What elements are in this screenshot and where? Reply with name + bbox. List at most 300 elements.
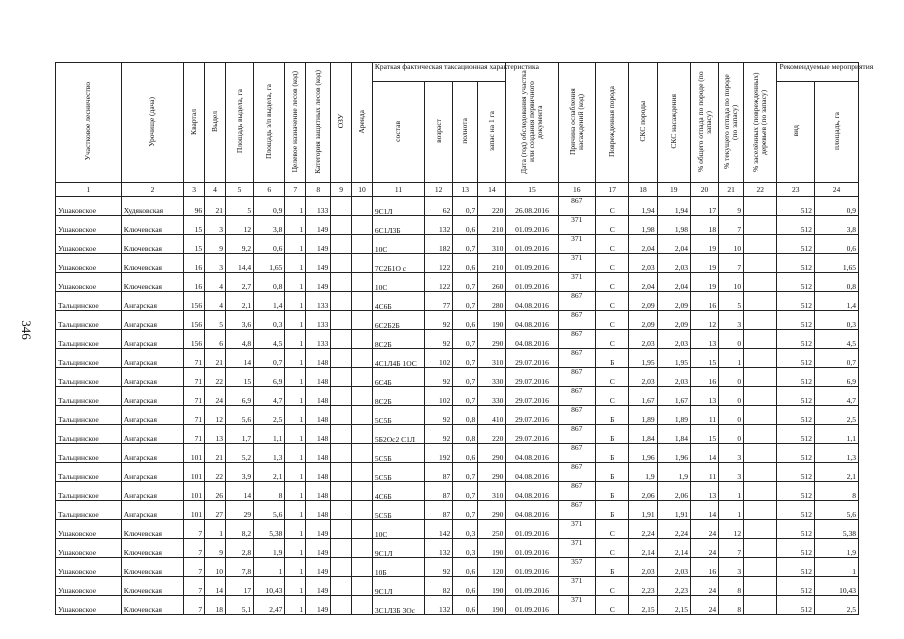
cell-prich: 357	[558, 558, 596, 577]
cell-ob: 19	[690, 235, 718, 254]
cell-ur: Ангарская	[121, 349, 184, 368]
cell-ozu	[331, 596, 352, 615]
cell-les: Ушаковское	[56, 273, 122, 292]
cell-sksn: 2,04	[657, 235, 690, 254]
cell-plm: 4,5	[815, 330, 859, 349]
cell-kat: 149	[306, 216, 331, 235]
cell-vd: 4	[205, 292, 226, 311]
cell-les: Тальцинское	[56, 387, 122, 406]
cell-zas	[744, 463, 777, 482]
cell-prich: 867	[558, 292, 596, 311]
cell-sksp: 1,67	[629, 387, 657, 406]
cell-plm: 3,8	[815, 216, 859, 235]
cell-plm: 1,1	[815, 425, 859, 444]
cell-plz: 1,1	[254, 425, 285, 444]
cell-ur: Ключевская	[121, 254, 184, 273]
cell-sost: 6С2Б2Б	[372, 311, 424, 330]
cell-pl: 3,6	[225, 311, 253, 330]
cell-vd: 18	[205, 596, 226, 615]
column-number: 4	[205, 183, 226, 197]
cell-vd: 24	[205, 387, 226, 406]
cell-kv: 71	[184, 368, 205, 387]
cell-tek: 0	[719, 406, 744, 425]
table-row	[56, 520, 859, 539]
cell-ar	[352, 216, 373, 235]
cell-kv: 96	[184, 197, 205, 216]
cell-por: Б	[596, 463, 629, 482]
column-number: 1	[56, 183, 122, 197]
cell-voz: 192	[425, 444, 453, 463]
cell-sksp: 2,03	[629, 254, 657, 273]
cell-vid: 512	[777, 539, 815, 558]
cell-prich: 371	[558, 273, 596, 292]
cell-les: Тальцинское	[56, 463, 122, 482]
cell-plm: 4,7	[815, 387, 859, 406]
cell-por: С	[596, 216, 629, 235]
cell-voz: 92	[425, 425, 453, 444]
cell-sksn: 2,09	[657, 292, 690, 311]
cell-plz: 1,4	[254, 292, 285, 311]
cell-sksn: 1,98	[657, 216, 690, 235]
header-tekushiy-otpad: % текущего отпада по породе (по запасу)	[719, 63, 744, 183]
cell-kv: 7	[184, 520, 205, 539]
cell-tek: 8	[719, 596, 744, 615]
cell-plz: 0,9	[254, 197, 285, 216]
cell-plm: 5,6	[815, 501, 859, 520]
cell-zap: 190	[478, 539, 506, 558]
cell-zas	[744, 387, 777, 406]
cell-kv: 15	[184, 216, 205, 235]
cell-zap: 210	[478, 254, 506, 273]
cell-ur: Худяковская	[121, 197, 184, 216]
cell-kv: 71	[184, 349, 205, 368]
cell-pl: 5,1	[225, 596, 253, 615]
cell-pl: 15	[225, 368, 253, 387]
cell-kv: 15	[184, 235, 205, 254]
table-row	[56, 577, 859, 596]
table-row	[56, 292, 859, 311]
cell-por: С	[596, 235, 629, 254]
cell-les: Ушаковское	[56, 254, 122, 273]
cell-ozu	[331, 406, 352, 425]
cell-voz: 77	[425, 292, 453, 311]
cell-ob: 19	[690, 273, 718, 292]
cell-ozu	[331, 387, 352, 406]
column-number: 20	[690, 183, 718, 197]
cell-sost: 10Б	[372, 558, 424, 577]
cell-kat: 149	[306, 577, 331, 596]
cell-cel: 1	[285, 425, 306, 444]
cell-plm: 0,3	[815, 311, 859, 330]
cell-pol: 0,7	[453, 197, 478, 216]
cell-ur: Ангарская	[121, 387, 184, 406]
cell-zas	[744, 520, 777, 539]
cell-zas	[744, 216, 777, 235]
cell-plz: 2,1	[254, 463, 285, 482]
cell-les: Тальцинское	[56, 349, 122, 368]
cell-voz: 62	[425, 197, 453, 216]
cell-zap: 410	[478, 406, 506, 425]
column-number: 18	[629, 183, 657, 197]
cell-plm: 2,5	[815, 596, 859, 615]
header-obshiy-otpad: % общего отпада по породе (по запасу)	[690, 63, 718, 183]
cell-kat: 148	[306, 349, 331, 368]
cell-sksn: 1,89	[657, 406, 690, 425]
cell-vid: 512	[777, 558, 815, 577]
cell-plz: 4,5	[254, 330, 285, 349]
cell-cel: 1	[285, 216, 306, 235]
table-row	[56, 216, 859, 235]
cell-tek: 1	[719, 501, 744, 520]
cell-pl: 5,6	[225, 406, 253, 425]
cell-cel: 1	[285, 235, 306, 254]
cell-por: Б	[596, 444, 629, 463]
cell-cel: 1	[285, 368, 306, 387]
cell-les: Тальцинское	[56, 406, 122, 425]
cell-voz: 92	[425, 558, 453, 577]
cell-sksn: 1,9	[657, 463, 690, 482]
cell-cel: 1	[285, 387, 306, 406]
header-vid: вид	[777, 82, 815, 183]
cell-pol: 0,6	[453, 444, 478, 463]
cell-pl: 14	[225, 349, 253, 368]
cell-vid: 512	[777, 577, 815, 596]
cell-voz: 92	[425, 330, 453, 349]
cell-ar	[352, 463, 373, 482]
column-number: 2	[121, 183, 184, 197]
cell-cel: 1	[285, 330, 306, 349]
cell-por: С	[596, 387, 629, 406]
cell-ur: Ключевская	[121, 216, 184, 235]
cell-cel: 1	[285, 254, 306, 273]
cell-vd: 14	[205, 577, 226, 596]
cell-kat: 148	[306, 482, 331, 501]
cell-zas	[744, 349, 777, 368]
cell-cel: 1	[285, 577, 306, 596]
cell-data: 04.08.2016	[506, 444, 558, 463]
cell-tek: 0	[719, 387, 744, 406]
cell-sost: 6С1Л3Б	[372, 216, 424, 235]
cell-data: 04.08.2016	[506, 292, 558, 311]
cell-les: Тальцинское	[56, 482, 122, 501]
cell-zas	[744, 235, 777, 254]
header-vydel: Выдел	[205, 63, 226, 183]
cell-kv: 101	[184, 501, 205, 520]
cell-sksn: 2,03	[657, 330, 690, 349]
cell-zap: 280	[478, 292, 506, 311]
cell-sost: 5С5Б	[372, 463, 424, 482]
cell-pl: 4,8	[225, 330, 253, 349]
cell-voz: 182	[425, 235, 453, 254]
table-row	[56, 482, 859, 501]
cell-plz: 5,38	[254, 520, 285, 539]
cell-ur: Ключевская	[121, 539, 184, 558]
cell-ur: Ангарская	[121, 406, 184, 425]
cell-zap: 190	[478, 311, 506, 330]
cell-ar	[352, 539, 373, 558]
column-number: 9	[331, 183, 352, 197]
cell-plm: 0,8	[815, 273, 859, 292]
cell-ozu	[331, 577, 352, 596]
cell-plz: 2,5	[254, 406, 285, 425]
cell-zas	[744, 596, 777, 615]
cell-plz: 1,65	[254, 254, 285, 273]
cell-vd: 1	[205, 520, 226, 539]
header-celevoe: Целевое назначение лесов (код)	[285, 63, 306, 183]
cell-data: 04.08.2016	[506, 463, 558, 482]
cell-sost: 10С	[372, 273, 424, 292]
cell-voz: 102	[425, 387, 453, 406]
cell-vd: 21	[205, 444, 226, 463]
cell-kv: 16	[184, 273, 205, 292]
cell-por: Б	[596, 349, 629, 368]
cell-zap: 330	[478, 387, 506, 406]
cell-sksp: 1,96	[629, 444, 657, 463]
header-ploshad-zp: Площадь з/п выдела, га	[254, 63, 285, 183]
cell-voz: 102	[425, 349, 453, 368]
cell-ur: Ключевская	[121, 520, 184, 539]
cell-ozu	[331, 235, 352, 254]
cell-ur: Ангарская	[121, 292, 184, 311]
cell-kat: 148	[306, 463, 331, 482]
cell-les: Тальцинское	[56, 444, 122, 463]
cell-prich: 867	[558, 349, 596, 368]
cell-zas	[744, 539, 777, 558]
cell-vd: 21	[205, 349, 226, 368]
cell-sksn: 2,03	[657, 368, 690, 387]
cell-ur: Ангарская	[121, 501, 184, 520]
cell-ur: Ангарская	[121, 368, 184, 387]
cell-kat: 149	[306, 235, 331, 254]
cell-zap: 250	[478, 520, 506, 539]
cell-sksp: 2,24	[629, 520, 657, 539]
cell-voz: 122	[425, 273, 453, 292]
cell-ur: Ангарская	[121, 311, 184, 330]
cell-voz: 92	[425, 406, 453, 425]
table-row	[56, 425, 859, 444]
cell-plz: 5,6	[254, 501, 285, 520]
cell-ozu	[331, 558, 352, 577]
column-number: 19	[657, 183, 690, 197]
cell-pl: 2,1	[225, 292, 253, 311]
cell-sost: 7С2Б1О с	[372, 254, 424, 273]
cell-ur: Ангарская	[121, 482, 184, 501]
header-sks-porody: СКС породы	[629, 63, 657, 183]
cell-vid: 512	[777, 197, 815, 216]
table-row	[56, 444, 859, 463]
cell-sksn: 1,67	[657, 387, 690, 406]
cell-plm: 6,9	[815, 368, 859, 387]
cell-tek: 3	[719, 558, 744, 577]
cell-por: Б	[596, 482, 629, 501]
cell-pl: 6,9	[225, 387, 253, 406]
cell-voz: 87	[425, 501, 453, 520]
cell-plm: 0,6	[815, 235, 859, 254]
cell-por: Б	[596, 558, 629, 577]
cell-ar	[352, 520, 373, 539]
cell-pl: 12	[225, 216, 253, 235]
cell-sksn: 2,14	[657, 539, 690, 558]
cell-voz: 132	[425, 596, 453, 615]
cell-les: Тальцинское	[56, 368, 122, 387]
cell-sost: 6С4Б	[372, 368, 424, 387]
cell-kat: 133	[306, 197, 331, 216]
cell-les: Ушаковское	[56, 558, 122, 577]
header-prichina: Причина ослабления насаждений (код)	[558, 63, 596, 183]
cell-sost: 8С2Б	[372, 387, 424, 406]
cell-plm: 1,4	[815, 292, 859, 311]
cell-cel: 1	[285, 406, 306, 425]
cell-kat: 148	[306, 444, 331, 463]
cell-zas	[744, 558, 777, 577]
header-sks-nasazhd: СКС насаждения	[657, 63, 690, 183]
cell-prich: 867	[558, 501, 596, 520]
cell-kv: 16	[184, 254, 205, 273]
cell-ob: 13	[690, 482, 718, 501]
cell-ar	[352, 235, 373, 254]
cell-pol: 0,7	[453, 235, 478, 254]
cell-zap: 290	[478, 330, 506, 349]
cell-ob: 14	[690, 501, 718, 520]
cell-tek: 9	[719, 197, 744, 216]
cell-ur: Ключевская	[121, 558, 184, 577]
cell-ur: Ключевская	[121, 235, 184, 254]
cell-data: 01.09.2016	[506, 520, 558, 539]
cell-ozu	[331, 254, 352, 273]
cell-pol: 0,6	[453, 254, 478, 273]
cell-sksn: 1,94	[657, 197, 690, 216]
cell-ar	[352, 311, 373, 330]
cell-sost: 5Б2Ос2 С1Л	[372, 425, 424, 444]
cell-plz: 0,6	[254, 235, 285, 254]
header-urochische: Урочище (дача)	[121, 63, 184, 183]
cell-data: 04.08.2016	[506, 501, 558, 520]
cell-sksp: 2,03	[629, 330, 657, 349]
cell-ar	[352, 387, 373, 406]
cell-cel: 1	[285, 292, 306, 311]
cell-ar	[352, 292, 373, 311]
cell-voz: 87	[425, 463, 453, 482]
cell-ob: 16	[690, 292, 718, 311]
cell-pol: 0,7	[453, 368, 478, 387]
cell-tek: 7	[719, 254, 744, 273]
cell-por: С	[596, 368, 629, 387]
cell-ozu	[331, 520, 352, 539]
cell-sost: 10С	[372, 235, 424, 254]
cell-ob: 24	[690, 577, 718, 596]
cell-sost: 8С2Б	[372, 330, 424, 349]
cell-ob: 13	[690, 387, 718, 406]
cell-sksn: 2,06	[657, 482, 690, 501]
cell-por: С	[596, 520, 629, 539]
cell-ob: 15	[690, 425, 718, 444]
cell-pl: 1,7	[225, 425, 253, 444]
cell-sost: 4С1Л4Б 1ОС	[372, 349, 424, 368]
cell-data: 29.07.2016	[506, 387, 558, 406]
cell-kat: 149	[306, 558, 331, 577]
cell-data: 01.09.2016	[506, 596, 558, 615]
cell-zas	[744, 425, 777, 444]
cell-sost: 10С	[372, 520, 424, 539]
header-polnota: полнота	[453, 82, 478, 183]
cell-vid: 512	[777, 520, 815, 539]
cell-ar	[352, 596, 373, 615]
cell-sksp: 2,03	[629, 368, 657, 387]
cell-vid: 512	[777, 311, 815, 330]
cell-data: 04.08.2016	[506, 482, 558, 501]
cell-tek: 3	[719, 463, 744, 482]
cell-sost: 9С1Л	[372, 197, 424, 216]
cell-zap: 290	[478, 444, 506, 463]
cell-zas	[744, 368, 777, 387]
cell-vd: 10	[205, 558, 226, 577]
cell-tek: 5	[719, 292, 744, 311]
cell-ob: 16	[690, 558, 718, 577]
cell-kat: 133	[306, 292, 331, 311]
cell-cel: 1	[285, 463, 306, 482]
cell-zap: 220	[478, 197, 506, 216]
cell-les: Тальцинское	[56, 311, 122, 330]
cell-sksn: 1,84	[657, 425, 690, 444]
cell-vd: 12	[205, 406, 226, 425]
cell-sksp: 1,95	[629, 349, 657, 368]
cell-ar	[352, 558, 373, 577]
cell-ur: Ангарская	[121, 425, 184, 444]
cell-cel: 1	[285, 501, 306, 520]
cell-voz: 82	[425, 577, 453, 596]
cell-pl: 7,8	[225, 558, 253, 577]
cell-por: Б	[596, 406, 629, 425]
cell-plz: 3,8	[254, 216, 285, 235]
column-number: 7	[285, 183, 306, 197]
cell-tek: 7	[719, 539, 744, 558]
cell-sksp: 2,15	[629, 596, 657, 615]
header-poroda: Поврежденная порода	[596, 63, 629, 183]
cell-les: Тальцинское	[56, 425, 122, 444]
cell-zap: 290	[478, 501, 506, 520]
cell-prich: 371	[558, 520, 596, 539]
cell-ar	[352, 577, 373, 596]
cell-pol: 0,6	[453, 311, 478, 330]
cell-ozu	[331, 273, 352, 292]
cell-sksp: 2,09	[629, 292, 657, 311]
cell-vid: 512	[777, 444, 815, 463]
cell-por: С	[596, 577, 629, 596]
cell-vid: 512	[777, 387, 815, 406]
cell-ar	[352, 197, 373, 216]
cell-cel: 1	[285, 273, 306, 292]
cell-data: 29.07.2016	[506, 349, 558, 368]
cell-cel: 1	[285, 596, 306, 615]
cell-voz: 132	[425, 539, 453, 558]
cell-ar	[352, 349, 373, 368]
cell-ob: 12	[690, 311, 718, 330]
cell-pl: 14	[225, 482, 253, 501]
cell-ozu	[331, 482, 352, 501]
cell-ozu	[331, 330, 352, 349]
cell-plm: 1	[815, 558, 859, 577]
column-number: 22	[744, 183, 777, 197]
cell-ob: 14	[690, 444, 718, 463]
cell-kat: 149	[306, 596, 331, 615]
cell-les: Тальцинское	[56, 330, 122, 349]
cell-data: 01.09.2016	[506, 216, 558, 235]
cell-kv: 71	[184, 387, 205, 406]
cell-vid: 512	[777, 482, 815, 501]
cell-kv: 7	[184, 558, 205, 577]
cell-ar	[352, 501, 373, 520]
cell-vd: 9	[205, 539, 226, 558]
